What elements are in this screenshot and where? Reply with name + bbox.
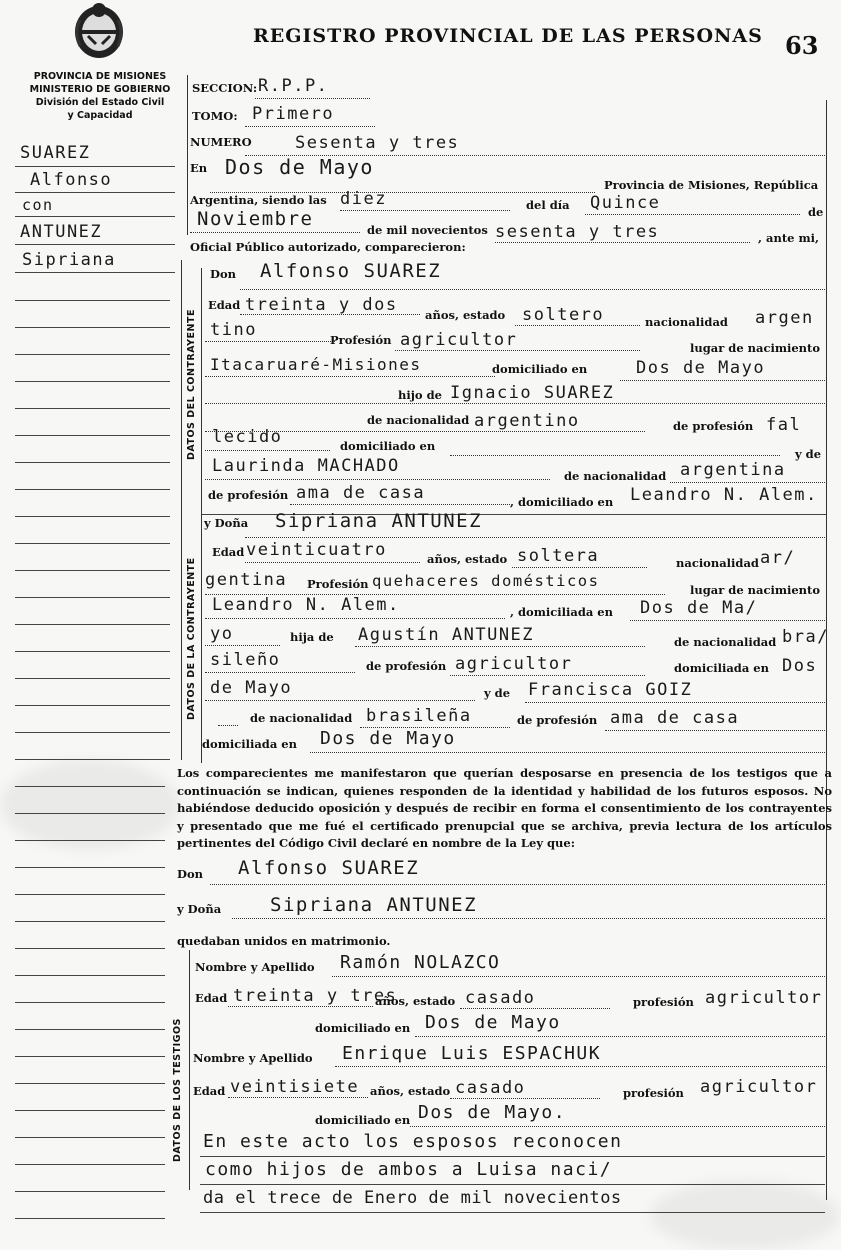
y-de-label: y de xyxy=(795,447,822,461)
contrayente-madre-nac: argentina xyxy=(680,460,786,480)
margin-name-1: Alfonso xyxy=(30,170,113,190)
decl-dona-label: y Doña xyxy=(177,902,222,916)
office-division: División del Estado Civil xyxy=(35,97,165,108)
provincia-label: Provincia de Misiones, República xyxy=(604,178,819,192)
contrayente-padre-prof: fal xyxy=(766,415,802,435)
de-profesion4-label: de profesión xyxy=(517,713,598,727)
registry-title: REGISTRO PROVINCIAL DE LAS PERSONAS xyxy=(253,25,763,47)
office-ministry: MINISTERIO DE GOBIERNO xyxy=(29,84,171,95)
oficial-label: Oficial Público autorizado, comparecieron: xyxy=(190,240,466,254)
contrayente-nacionalidad-a: argen xyxy=(755,308,814,328)
contrayenta-padre-dom-a: Dos xyxy=(782,656,818,676)
seccion-label: SECCION: xyxy=(192,81,258,95)
contrayenta-padre-nac-a: bra/ xyxy=(782,627,829,647)
profesion-label: Profesión xyxy=(330,333,392,347)
edad2-label: Edad xyxy=(212,545,245,559)
margin-surname-2: ANTUNEZ xyxy=(20,222,103,242)
dom-en2-label: , domiciliado en xyxy=(510,495,614,509)
lugar2-label: lugar de nacimiento xyxy=(690,583,821,597)
margin-ruled-line xyxy=(15,408,170,409)
contrayente-padre-nac: argentino xyxy=(474,411,580,431)
domiciliado-label: domiciliado en xyxy=(492,362,588,376)
seccion-value: R.P.P. xyxy=(258,76,329,96)
contrayente-madre-prof: ama de casa xyxy=(296,483,426,503)
profesion2-label: Profesión xyxy=(307,577,369,591)
en-value: Dos de Mayo xyxy=(225,155,374,179)
side-label-contrayente: DATOS DEL CONTRAYENTE xyxy=(186,309,197,460)
de-profesion2-label: de profesión xyxy=(208,488,289,502)
contrayenta-padre-prof: agricultor xyxy=(455,654,573,674)
t1-domicilio: Dos de Mayo xyxy=(425,1012,561,1033)
contrayente-madre-dom: Leandro N. Alem. xyxy=(630,485,818,505)
en-label: En xyxy=(190,161,208,175)
margin-ruled-line xyxy=(15,354,170,355)
margin-ruled-line xyxy=(15,1083,165,1084)
page-number: 63 xyxy=(785,31,819,60)
anios-label: años, estado xyxy=(425,308,506,322)
margin-ruled-line xyxy=(15,489,170,490)
mes-value: Noviembre xyxy=(197,208,314,230)
numero-value: Sesenta y tres xyxy=(295,133,460,153)
contrayente-profesion: agricultor xyxy=(400,330,518,350)
margin-ruled-line xyxy=(15,1164,165,1165)
margin-ruled-line xyxy=(15,651,170,652)
contrayente-padre-prof2: lecido xyxy=(212,427,283,447)
ante-label: , ante mi, xyxy=(758,231,819,245)
margin-surname-1: SUAREZ xyxy=(20,143,91,163)
contrayenta-nacionalidad-b: gentina xyxy=(205,570,288,590)
margin-ruled-line xyxy=(15,786,165,787)
t2-nombre: Enrique Luis ESPACHUK xyxy=(342,1043,602,1064)
de-nacionalidad2-label: de nacionalidad xyxy=(564,469,667,483)
contrayenta-madre-nac: brasileña xyxy=(366,706,472,726)
de-nacionalidad-label: de nacionalidad xyxy=(367,413,470,427)
contrayenta-padre-nac-b: sileño xyxy=(210,650,281,670)
contrayente-domicilio: Dos de Mayo xyxy=(636,358,766,378)
anio-value: sesenta y tres xyxy=(495,222,660,242)
contrayente-madre: Laurinda MACHADO xyxy=(212,456,400,476)
t2-domicilio: Dos de Mayo. xyxy=(418,1102,567,1123)
contrayenta-madre: Francisca GOIZ xyxy=(528,680,693,700)
margin-ruled-line xyxy=(15,732,170,733)
margin-ruled-line xyxy=(15,327,170,328)
contrayenta-estado: soltera xyxy=(517,546,600,566)
margin-ruled-line xyxy=(15,435,170,436)
office-block xyxy=(20,70,180,122)
unidos-label: quedaban unidos en matrimonio. xyxy=(177,934,391,948)
side-label-testigos: DATOS DE LOS TESTIGOS xyxy=(172,1018,183,1162)
contrayenta-domicilio-a: Dos de Ma/ xyxy=(640,598,758,618)
contrayenta-nacionalidad-a: ar/ xyxy=(760,548,796,568)
margin-ruled-line xyxy=(15,462,170,463)
t1-edad-label: Edad xyxy=(195,991,228,1005)
margin-ruled-line xyxy=(15,921,165,922)
hija-label: hija de xyxy=(290,630,334,644)
margin-ruled-line xyxy=(15,705,170,706)
de-label: de xyxy=(808,205,824,219)
t2-domiciliado-label: domiciliado en xyxy=(315,1113,411,1127)
t1-edad: treinta y tres xyxy=(233,986,398,1006)
numero-label: NUMERO xyxy=(190,135,252,149)
margin-ruled-line xyxy=(15,543,170,544)
office-province: PROVINCIA DE MISIONES xyxy=(33,71,167,82)
margin-ruled-line xyxy=(15,813,165,814)
de-profesion3-label: de profesión xyxy=(366,659,447,673)
note-line-3: da el trece de Enero de mil novecientos xyxy=(203,1188,622,1208)
margin-ruled-line xyxy=(15,381,170,382)
margin-ruled-line xyxy=(15,840,165,841)
contrayenta-padre: Agustín ANTUNEZ xyxy=(358,625,535,645)
domiciliada-label: , domiciliada en xyxy=(510,605,613,619)
don-label: Don xyxy=(210,267,237,281)
coat-of-arms-icon xyxy=(70,0,128,64)
margin-ruled-line xyxy=(15,1191,165,1192)
contrayente-padre: Ignacio SUAREZ xyxy=(450,383,615,403)
office-capacity: y Capacidad xyxy=(67,110,133,121)
contrayente-edad: treinta y dos xyxy=(245,295,398,315)
de-nacionalidad4-label: de nacionalidad xyxy=(250,711,353,725)
t1-domiciliado-label: domiciliado en xyxy=(315,1021,411,1035)
nacionalidad-label: nacionalidad xyxy=(645,315,728,329)
margin-ruled-line xyxy=(15,1002,165,1003)
margin-ruled-line xyxy=(15,1056,165,1057)
t2-profesion-label: profesión xyxy=(623,1086,684,1100)
contrayenta-profesion: quehaceres domésticos xyxy=(372,572,600,590)
dona-label: y Doña xyxy=(204,516,249,530)
contrayente-nacionalidad-b: tino xyxy=(210,320,257,340)
margin-ruled-line xyxy=(15,948,165,949)
decl-dona-value: Sipriana ANTUNEZ xyxy=(270,894,478,916)
t2-profesion: agricultor xyxy=(700,1077,818,1097)
margin-ruled-line xyxy=(15,894,165,895)
margin-ruled-line xyxy=(15,678,170,679)
domiciliada3-label: domiciliada en xyxy=(202,737,297,751)
contrayenta-nombre: Sipriana ANTUNEZ xyxy=(275,510,483,532)
margin-ruled-line xyxy=(15,1218,165,1219)
de-profesion-label: de profesión xyxy=(673,419,754,433)
t2-edad: veintisiete xyxy=(230,1077,360,1097)
side-label-contrayenta: DATOS DE LA CONTRAYENTE xyxy=(186,557,197,720)
paper-stain xyxy=(650,1180,840,1250)
lugar-label: lugar de nacimiento xyxy=(690,341,821,355)
de-nacionalidad3-label: de nacionalidad xyxy=(674,635,777,649)
del-dia-label: del día xyxy=(526,198,570,212)
t1-estado: casado xyxy=(465,988,536,1008)
tomo-value: Primero xyxy=(252,104,335,124)
t1-profesion-label: profesión xyxy=(633,995,694,1009)
contrayenta-lugar: Leandro N. Alem. xyxy=(212,595,400,615)
hijo-label: hijo de xyxy=(398,388,442,402)
margin-ruled-line xyxy=(15,867,165,868)
t1-profesion: agricultor xyxy=(705,988,823,1008)
declaration-text: Los comparecientes me manifestaron que querían desposarse en presencia de los testigos que a continuación se indican, quienes responden de la identidad y habilidad de los futuros esposos. No habiéndose deducido oposición y después de recibir en forma el consentimiento de los contrayentes y presentado que me fué el certificado prenupcial que se archiva, previa lectura de los artículos pertinentes del Código Civil declaré en nombre de la Ley que: xyxy=(177,766,832,850)
edad-label: Edad xyxy=(208,298,241,312)
t2-anios-label: años, estado xyxy=(370,1084,451,1098)
contrayente-nombre: Alfonso SUAREZ xyxy=(260,260,442,282)
hora-value: diez xyxy=(340,189,387,209)
margin-ruled-line xyxy=(15,1110,165,1111)
margin-con: con xyxy=(22,196,54,214)
dom-en-label: domiciliado en xyxy=(340,439,436,453)
margin-ruled-line xyxy=(15,1029,165,1030)
margin-ruled-line xyxy=(15,759,170,760)
anios2-label: años, estado xyxy=(427,552,508,566)
note-line-1: En este acto los esposos reconocen xyxy=(203,1131,623,1152)
y-de2-label: y de xyxy=(484,686,511,700)
domiciliada2-label: domiciliada en xyxy=(674,661,769,675)
decl-don-label: Don xyxy=(177,867,204,881)
margin-ruled-line xyxy=(15,597,170,598)
margin-ruled-line xyxy=(15,975,165,976)
contrayenta-madre-dom: Dos de Mayo xyxy=(320,728,456,749)
contrayenta-madre-prof: ama de casa xyxy=(610,708,740,728)
contrayenta-domicilio-b: yo xyxy=(210,624,234,644)
t2-estado: casado xyxy=(455,1078,526,1098)
t1-nombre-label: Nombre y Apellido xyxy=(195,960,315,974)
tomo-label: TOMO: xyxy=(192,109,238,123)
t2-edad-label: Edad xyxy=(193,1084,226,1098)
margin-ruled-line xyxy=(15,300,170,301)
contrayenta-padre-dom-b: de Mayo xyxy=(210,678,293,698)
argentina-label: Argentina, siendo las xyxy=(190,193,327,207)
paper-stain xyxy=(0,760,180,850)
margin-name-2: Sipriana xyxy=(22,250,116,270)
margin-ruled-line xyxy=(15,624,170,625)
decl-don-value: Alfonso SUAREZ xyxy=(238,857,420,879)
dia-value: Quince xyxy=(590,193,661,213)
contrayente-estado: soltero xyxy=(522,305,605,325)
margin-ruled-line xyxy=(15,516,170,517)
t1-anios-label: años, estado xyxy=(375,994,456,1008)
t1-nombre: Ramón NOLAZCO xyxy=(340,952,501,973)
margin-ruled-line xyxy=(15,1137,165,1138)
contrayenta-edad: veinticuatro xyxy=(246,540,387,560)
nacionalidad2-label: nacionalidad xyxy=(676,556,759,570)
t2-nombre-label: Nombre y Apellido xyxy=(193,1051,313,1065)
mil-label: de mil novecientos xyxy=(367,223,488,237)
contrayente-lugar: Itacaruaré-Misiones xyxy=(210,355,422,374)
note-line-2: como hijos de ambos a Luisa naci/ xyxy=(205,1159,613,1180)
margin-ruled-line xyxy=(15,570,170,571)
